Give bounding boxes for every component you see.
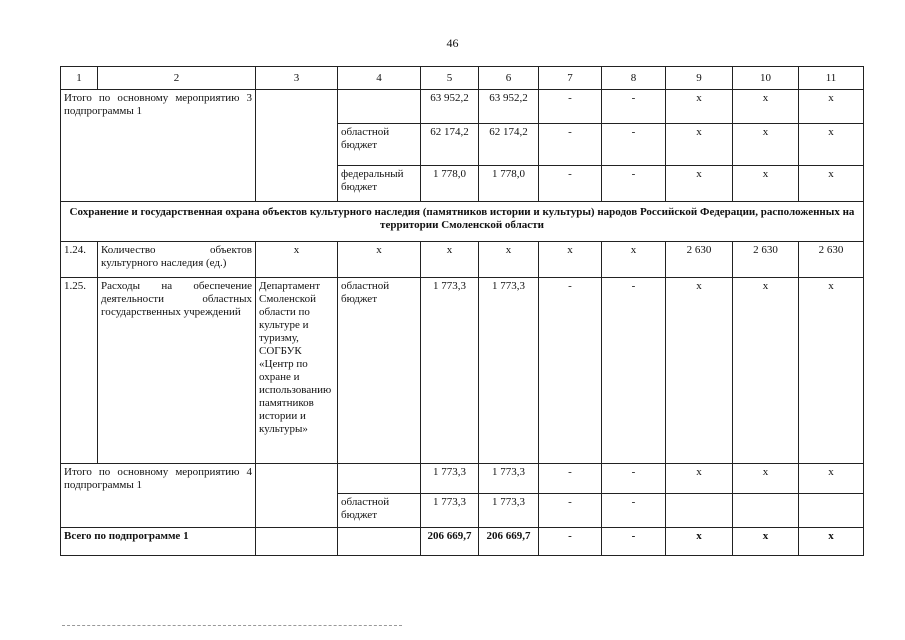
header-cell: 11 <box>799 67 864 90</box>
grand-total-label: Всего по подпрограмме 1 <box>61 528 256 556</box>
value-cell: x <box>256 242 338 278</box>
footer-divider <box>62 625 402 626</box>
budget-table <box>60 66 864 556</box>
value-cell: - <box>602 90 666 124</box>
value-cell: - <box>602 124 666 166</box>
table-row <box>61 528 864 556</box>
table-row <box>61 90 864 124</box>
header-cell: 4 <box>338 67 421 90</box>
table-row <box>61 242 864 278</box>
value-cell: - <box>539 528 602 556</box>
header-cell: 5 <box>421 67 479 90</box>
value-cell: 2 630 <box>666 242 733 278</box>
value-cell: 2 630 <box>733 242 799 278</box>
value-cell: 1 778,0 <box>421 166 479 202</box>
header-row <box>61 67 864 90</box>
value-cell: x <box>666 90 733 124</box>
value-cell: 206 669,7 <box>479 528 539 556</box>
value-cell: x <box>799 124 864 166</box>
value-cell: x <box>799 166 864 202</box>
value-cell: x <box>799 90 864 124</box>
value-cell: x <box>733 278 799 464</box>
value-cell: 2 630 <box>799 242 864 278</box>
value-cell: - <box>539 278 602 464</box>
value-cell: x <box>479 242 539 278</box>
source-cell: федеральный бюджет <box>338 166 421 202</box>
empty-cell <box>256 464 338 528</box>
header-cell: 3 <box>256 67 338 90</box>
value-cell: x <box>733 124 799 166</box>
group4-label: Итого по основному мероприятию 4 подпрограммы 1 <box>61 464 256 528</box>
value-cell: 62 174,2 <box>421 124 479 166</box>
group3-label: Итого по основному мероприятию 3 подпрограммы 1 <box>61 90 256 202</box>
value-cell: 63 952,2 <box>421 90 479 124</box>
header-cell: 6 <box>479 67 539 90</box>
value-cell: x <box>733 166 799 202</box>
row-name: Расходы на обеспечение деятельности областных государственных учреждений <box>98 278 256 464</box>
value-cell: x <box>733 528 799 556</box>
value-cell: - <box>539 124 602 166</box>
section-title: Сохранение и государственная охрана объектов культурного наследия (памятников истории и культуры) народов Российской Федерации, расположенных на территории Смоленской области <box>61 202 864 242</box>
value-cell: x <box>666 464 733 494</box>
empty-cell <box>338 464 421 494</box>
value-cell: 206 669,7 <box>421 528 479 556</box>
value-cell: x <box>799 528 864 556</box>
value-cell: x <box>733 464 799 494</box>
value-cell: x <box>602 242 666 278</box>
value-cell: x <box>666 528 733 556</box>
value-cell: 1 773,3 <box>479 278 539 464</box>
row-number: 1.24. <box>61 242 98 278</box>
executor-cell: Департамент Смоленской области по культуре и туризму, СОГБУК «Центр по охране и использованию памятников истории и культуры» <box>256 278 338 464</box>
value-cell: x <box>733 90 799 124</box>
value-cell: 1 778,0 <box>479 166 539 202</box>
header-cell: 2 <box>98 67 256 90</box>
empty-cell <box>666 494 733 528</box>
value-cell: - <box>602 528 666 556</box>
header-cell: 9 <box>666 67 733 90</box>
value-cell: 1 773,3 <box>479 464 539 494</box>
value-cell: 1 773,3 <box>421 494 479 528</box>
source-cell: областной бюджет <box>338 124 421 166</box>
value-cell: 1 773,3 <box>479 494 539 528</box>
table-row <box>61 278 864 464</box>
value-cell: - <box>539 166 602 202</box>
header-cell: 10 <box>733 67 799 90</box>
header-cell: 7 <box>539 67 602 90</box>
page-number: 46 <box>446 36 459 50</box>
header-cell: 8 <box>602 67 666 90</box>
table-row <box>61 464 864 494</box>
value-cell: x <box>666 278 733 464</box>
value-cell: x <box>666 166 733 202</box>
empty-cell <box>338 90 421 124</box>
value-cell: - <box>539 90 602 124</box>
value-cell: x <box>338 242 421 278</box>
value-cell: 63 952,2 <box>479 90 539 124</box>
value-cell: 1 773,3 <box>421 278 479 464</box>
row-name: Количество объектов культурного наследия (ед.) <box>98 242 256 278</box>
value-cell: x <box>799 464 864 494</box>
empty-cell <box>799 494 864 528</box>
value-cell: - <box>602 278 666 464</box>
header-cell: 1 <box>61 67 98 90</box>
value-cell: - <box>602 494 666 528</box>
source-cell: областной бюджет <box>338 494 421 528</box>
value-cell: - <box>539 494 602 528</box>
value-cell: - <box>602 464 666 494</box>
value-cell: x <box>421 242 479 278</box>
table-row <box>61 202 864 242</box>
row-number: 1.25. <box>61 278 98 464</box>
value-cell: x <box>539 242 602 278</box>
value-cell: - <box>539 464 602 494</box>
value-cell: x <box>799 278 864 464</box>
value-cell: 1 773,3 <box>421 464 479 494</box>
empty-cell <box>256 528 338 556</box>
value-cell: - <box>602 166 666 202</box>
value-cell: 62 174,2 <box>479 124 539 166</box>
value-cell: x <box>666 124 733 166</box>
source-cell: областной бюджет <box>338 278 421 464</box>
empty-cell <box>256 90 338 202</box>
empty-cell <box>733 494 799 528</box>
empty-cell <box>338 528 421 556</box>
